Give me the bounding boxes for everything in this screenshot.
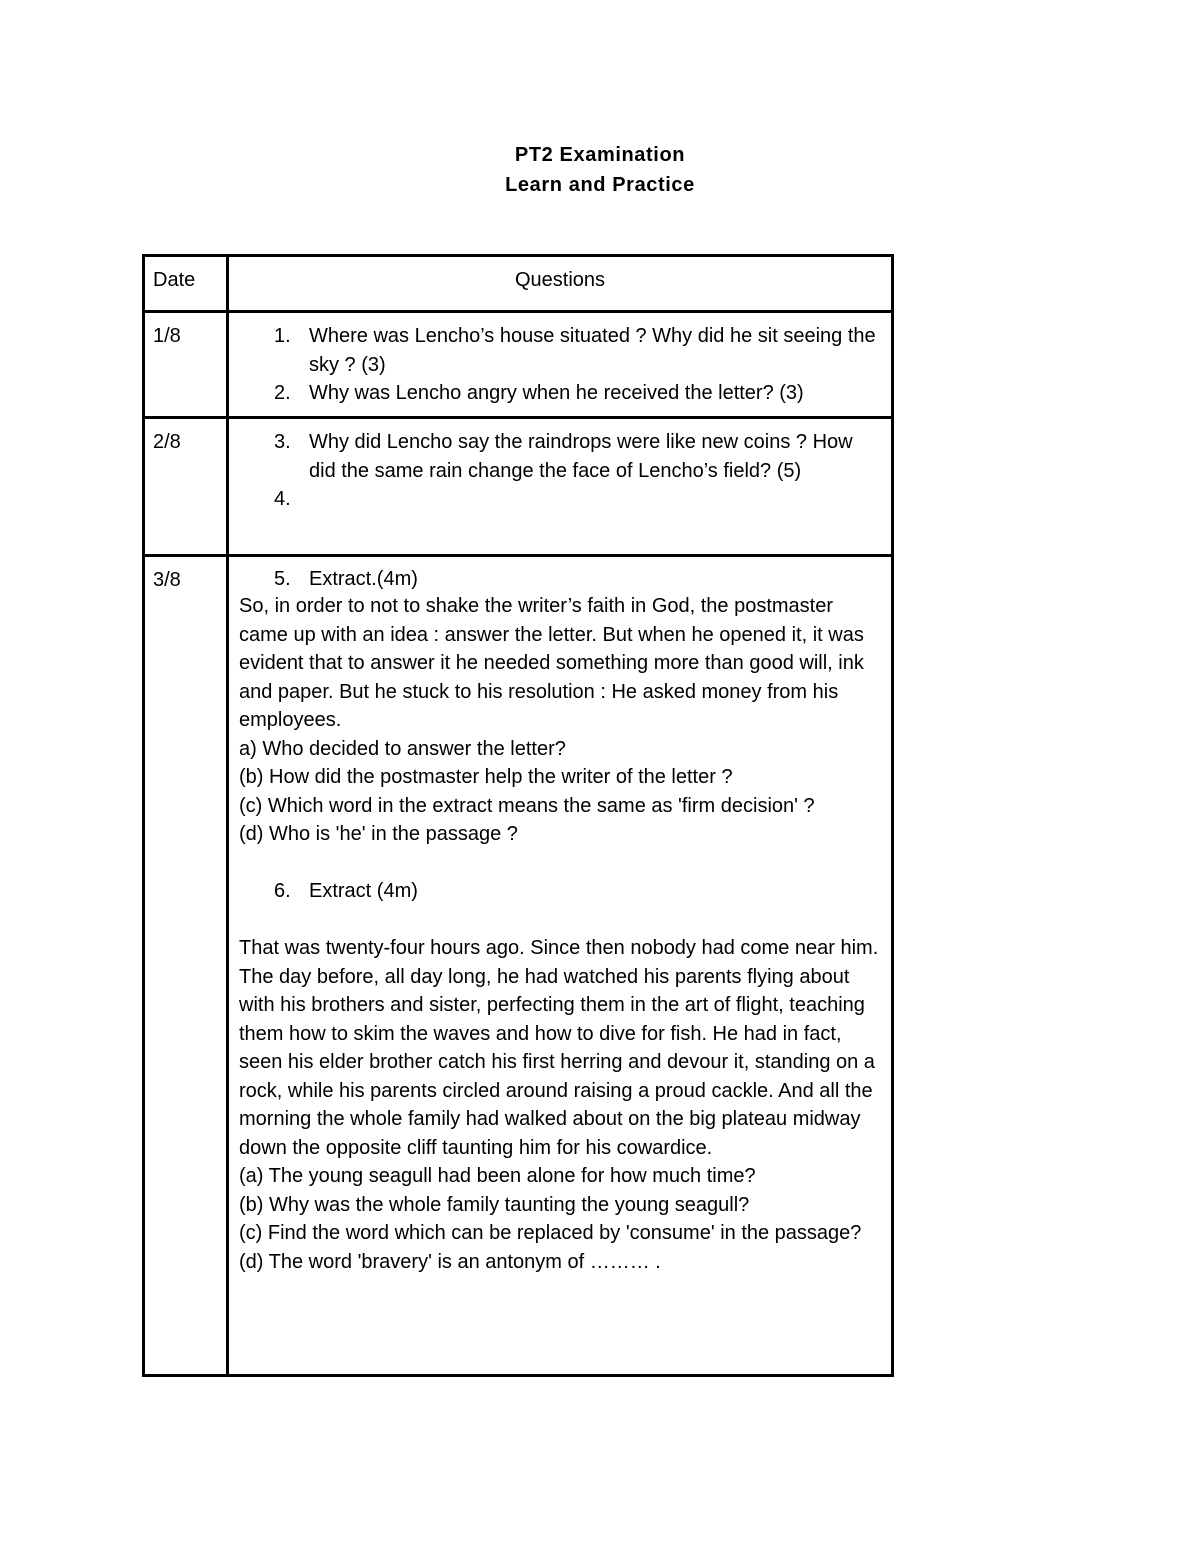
row-date: 2/8 xyxy=(144,418,228,556)
row-questions xyxy=(228,556,893,1376)
document-header xyxy=(0,140,1200,200)
question-item xyxy=(239,428,881,485)
extract-label: Extract (4m) xyxy=(309,880,418,902)
question-text: Why did Lencho say the raindrops were like new coins ? How did the same rain change the face of Lencho’s field? (5) xyxy=(309,431,853,482)
question-text: Why was Lencho angry when he received the letter? (3) xyxy=(309,382,804,404)
extract-passage: That was twenty-four hours ago. Since then nobody had come near him. The day before, all day long, he had watched his parents flying about with his brothers and sister, perfecting them in the art of flight, teaching them how to skim the waves and how to dive for fish. He had in fact, seen his elder brother catch his first herring and devour it, standing on a rock, while his parents circled around raising a proud cackle. And all the morning the whole family had walked about on the big plateau midway down the opposite cliff taunting him for his cowardice. xyxy=(239,937,879,1159)
extract-question-a: a) Who decided to answer the letter? xyxy=(239,737,566,760)
question-item xyxy=(239,379,881,408)
question-number: 2. xyxy=(274,382,291,404)
table-row xyxy=(144,556,893,1376)
row-questions xyxy=(228,312,893,418)
row-questions xyxy=(228,418,893,556)
question-number: 4. xyxy=(274,488,291,510)
extract-question-d: (d) Who is 'he' in the passage ? xyxy=(239,823,518,845)
header-date: Date xyxy=(144,256,228,312)
extract-heading xyxy=(239,566,881,592)
table-row xyxy=(144,312,893,418)
questions-table xyxy=(142,254,894,1377)
extract-question-c: (c) Find the word which can be replaced by 'consume' in the passage? xyxy=(239,1222,862,1244)
row-date: 1/8 xyxy=(144,312,228,418)
extract-passage: So, in order to not to shake the writer’s faith in God, the postmaster came up with an idea : answer the letter. But when he opened it, it was evident that to answer it he needed something more than good will, ink and paper. But he stuck to his resolution : He asked money from his employees. xyxy=(239,595,864,731)
question-item xyxy=(239,485,881,514)
extract-question-b: (b) How did the postmaster help the writer of the letter ? xyxy=(239,766,733,788)
table-header-row xyxy=(144,256,893,312)
question-number: 5. xyxy=(274,568,291,590)
extract-question-b: (b) Why was the whole family taunting the young seagull? xyxy=(239,1193,750,1216)
question-number: 6. xyxy=(274,880,291,902)
question-number: 3. xyxy=(274,431,291,453)
extract-question-a: (a) The young seagull had been alone for how much time? xyxy=(239,1165,756,1187)
extract-label: Extract.(4m) xyxy=(309,568,418,590)
question-text: Where was Lencho’s house situated ? Why did he sit seeing the sky ? (3) xyxy=(309,325,876,376)
document-title: PT2 Examination xyxy=(514,144,686,166)
question-number: 1. xyxy=(274,325,291,347)
extract-question-c: (c) Which word in the extract means the same as 'firm decision' ? xyxy=(239,794,815,817)
row-date: 3/8 xyxy=(144,556,228,1376)
table-row xyxy=(144,418,893,556)
spacer xyxy=(239,906,881,935)
extract-question-d: (d) The word 'bravery' is an antonym of ……… . xyxy=(239,1250,661,1273)
header-questions: Questions xyxy=(228,256,893,312)
document-subtitle: Learn and Practice xyxy=(505,174,695,196)
spacer xyxy=(239,849,881,878)
question-item xyxy=(239,322,881,379)
extract-heading xyxy=(239,877,881,906)
